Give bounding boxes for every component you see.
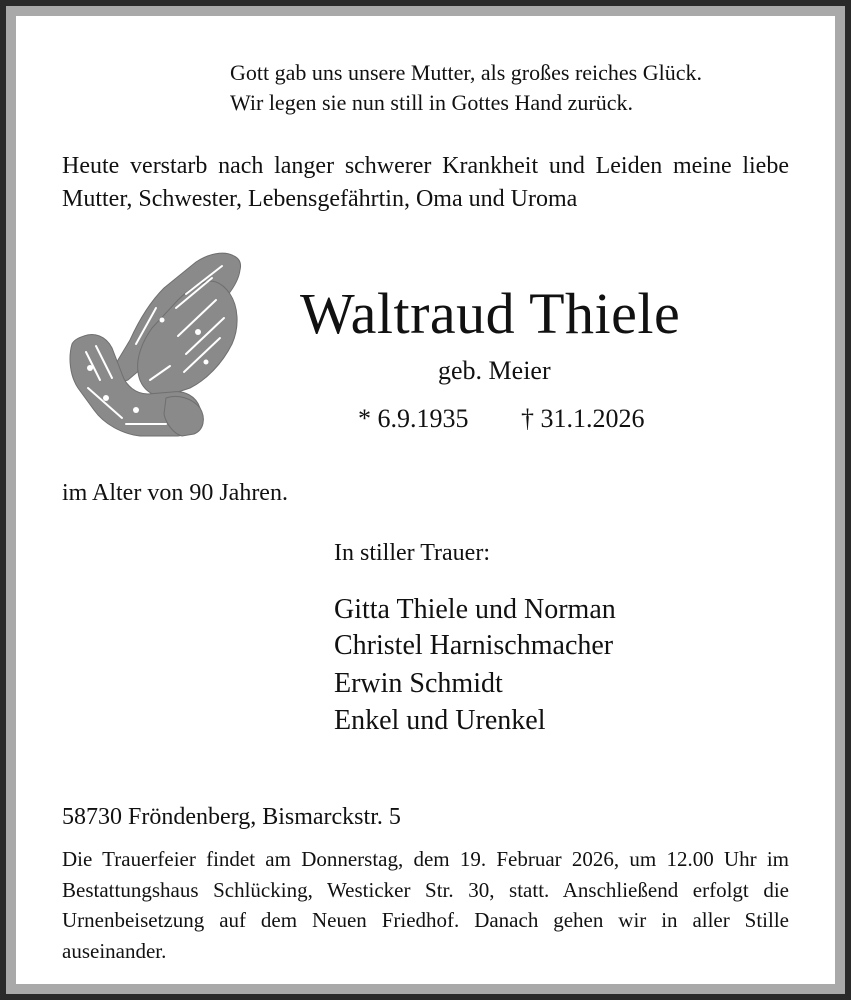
intro-text: Heute verstarb nach langer schwerer Krankheit und Leiden meine liebe Mutter, Schwester, Lebensgefährtin, Oma und Uroma xyxy=(62,153,789,212)
mourner-name: Christel Harnischmacher xyxy=(334,630,614,661)
praying-hands-icon xyxy=(66,248,246,438)
motto-line-2: Wir legen sie nun still in Gottes Hand zurück. xyxy=(230,90,633,115)
mourner-name: Enkel und Urenkel xyxy=(334,705,546,736)
birth-date: * 6.9.1935 xyxy=(358,404,469,433)
funeral-notice: Die Trauerfeier findet am Donnerstag, dem 19. Februar 2026, um 12.00 Uhr im Bestattungshaus Schlücking, Westicker Str. 30, statt. Anschließend erfolgt die Urnenbeisetzung auf dem Neuen Friedhof. Danach gehen wir in aller Stille auseinander. xyxy=(62,847,789,963)
mourners-heading: In stiller Trauer: xyxy=(334,540,490,566)
mourner-name: Gitta Thiele und Norman xyxy=(334,594,616,625)
deceased-name: Waltraud Thiele xyxy=(300,281,681,346)
mourner-name: Erwin Schmidt xyxy=(334,668,503,699)
family-address: 58730 Fröndenberg, Bismarckstr. 5 xyxy=(62,804,401,830)
birth-name: geb. Meier xyxy=(438,356,551,385)
death-date: † 31.1.2026 xyxy=(521,404,645,433)
motto-line-1: Gott gab uns unsere Mutter, als großes reiches Glück. xyxy=(230,60,703,85)
age-text: im Alter von 90 Jahren. xyxy=(62,480,288,506)
